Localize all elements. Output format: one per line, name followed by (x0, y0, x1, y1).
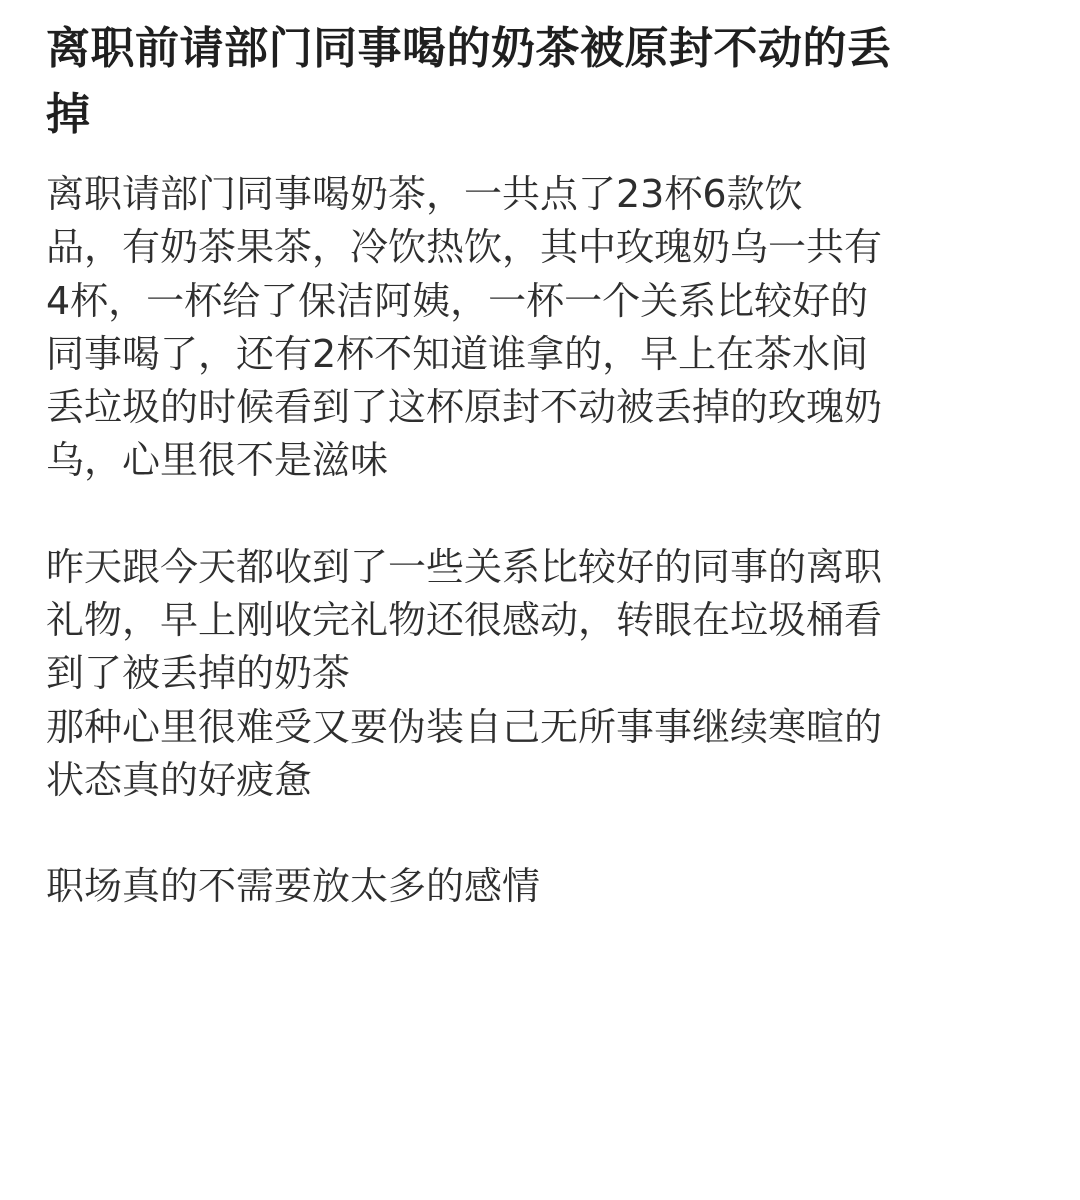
post-paragraph-3: 职场真的不需要放太多的感情 (46, 864, 541, 909)
paragraph-spacer (46, 488, 1036, 541)
post-paragraph-1: 离职请部门同事喝奶茶，一共点了23杯6款饮 品，有奶茶果茶，冷饮热饮，其中玫瑰奶乌一共有 4杯，一杯给了保洁阿姨，一杯一个关系比较好的 同事喝了，还有2杯不知道谁拿的，早上在茶水间 丢垃圾的时候看到了这杯原封不动被丢掉的玫瑰奶 乌，心里很不是滋味 (46, 172, 883, 483)
post-paragraph-2: 昨天跟今天都收到了一些关系比较好的同事的离职 礼物，早上刚收完礼物还很感动，转眼在垃圾桶看 到了被丢掉的奶茶 那种心里很难受又要伪装自己无所事事继续寒暄的 状态真的好疲惫 (46, 544, 883, 802)
post-content (46, 16, 1036, 914)
paragraph-spacer (46, 807, 1036, 860)
post-body (46, 168, 1036, 914)
post-title: 离职前请部门同事喝的奶茶被原封不动的丢 掉 (46, 23, 892, 140)
